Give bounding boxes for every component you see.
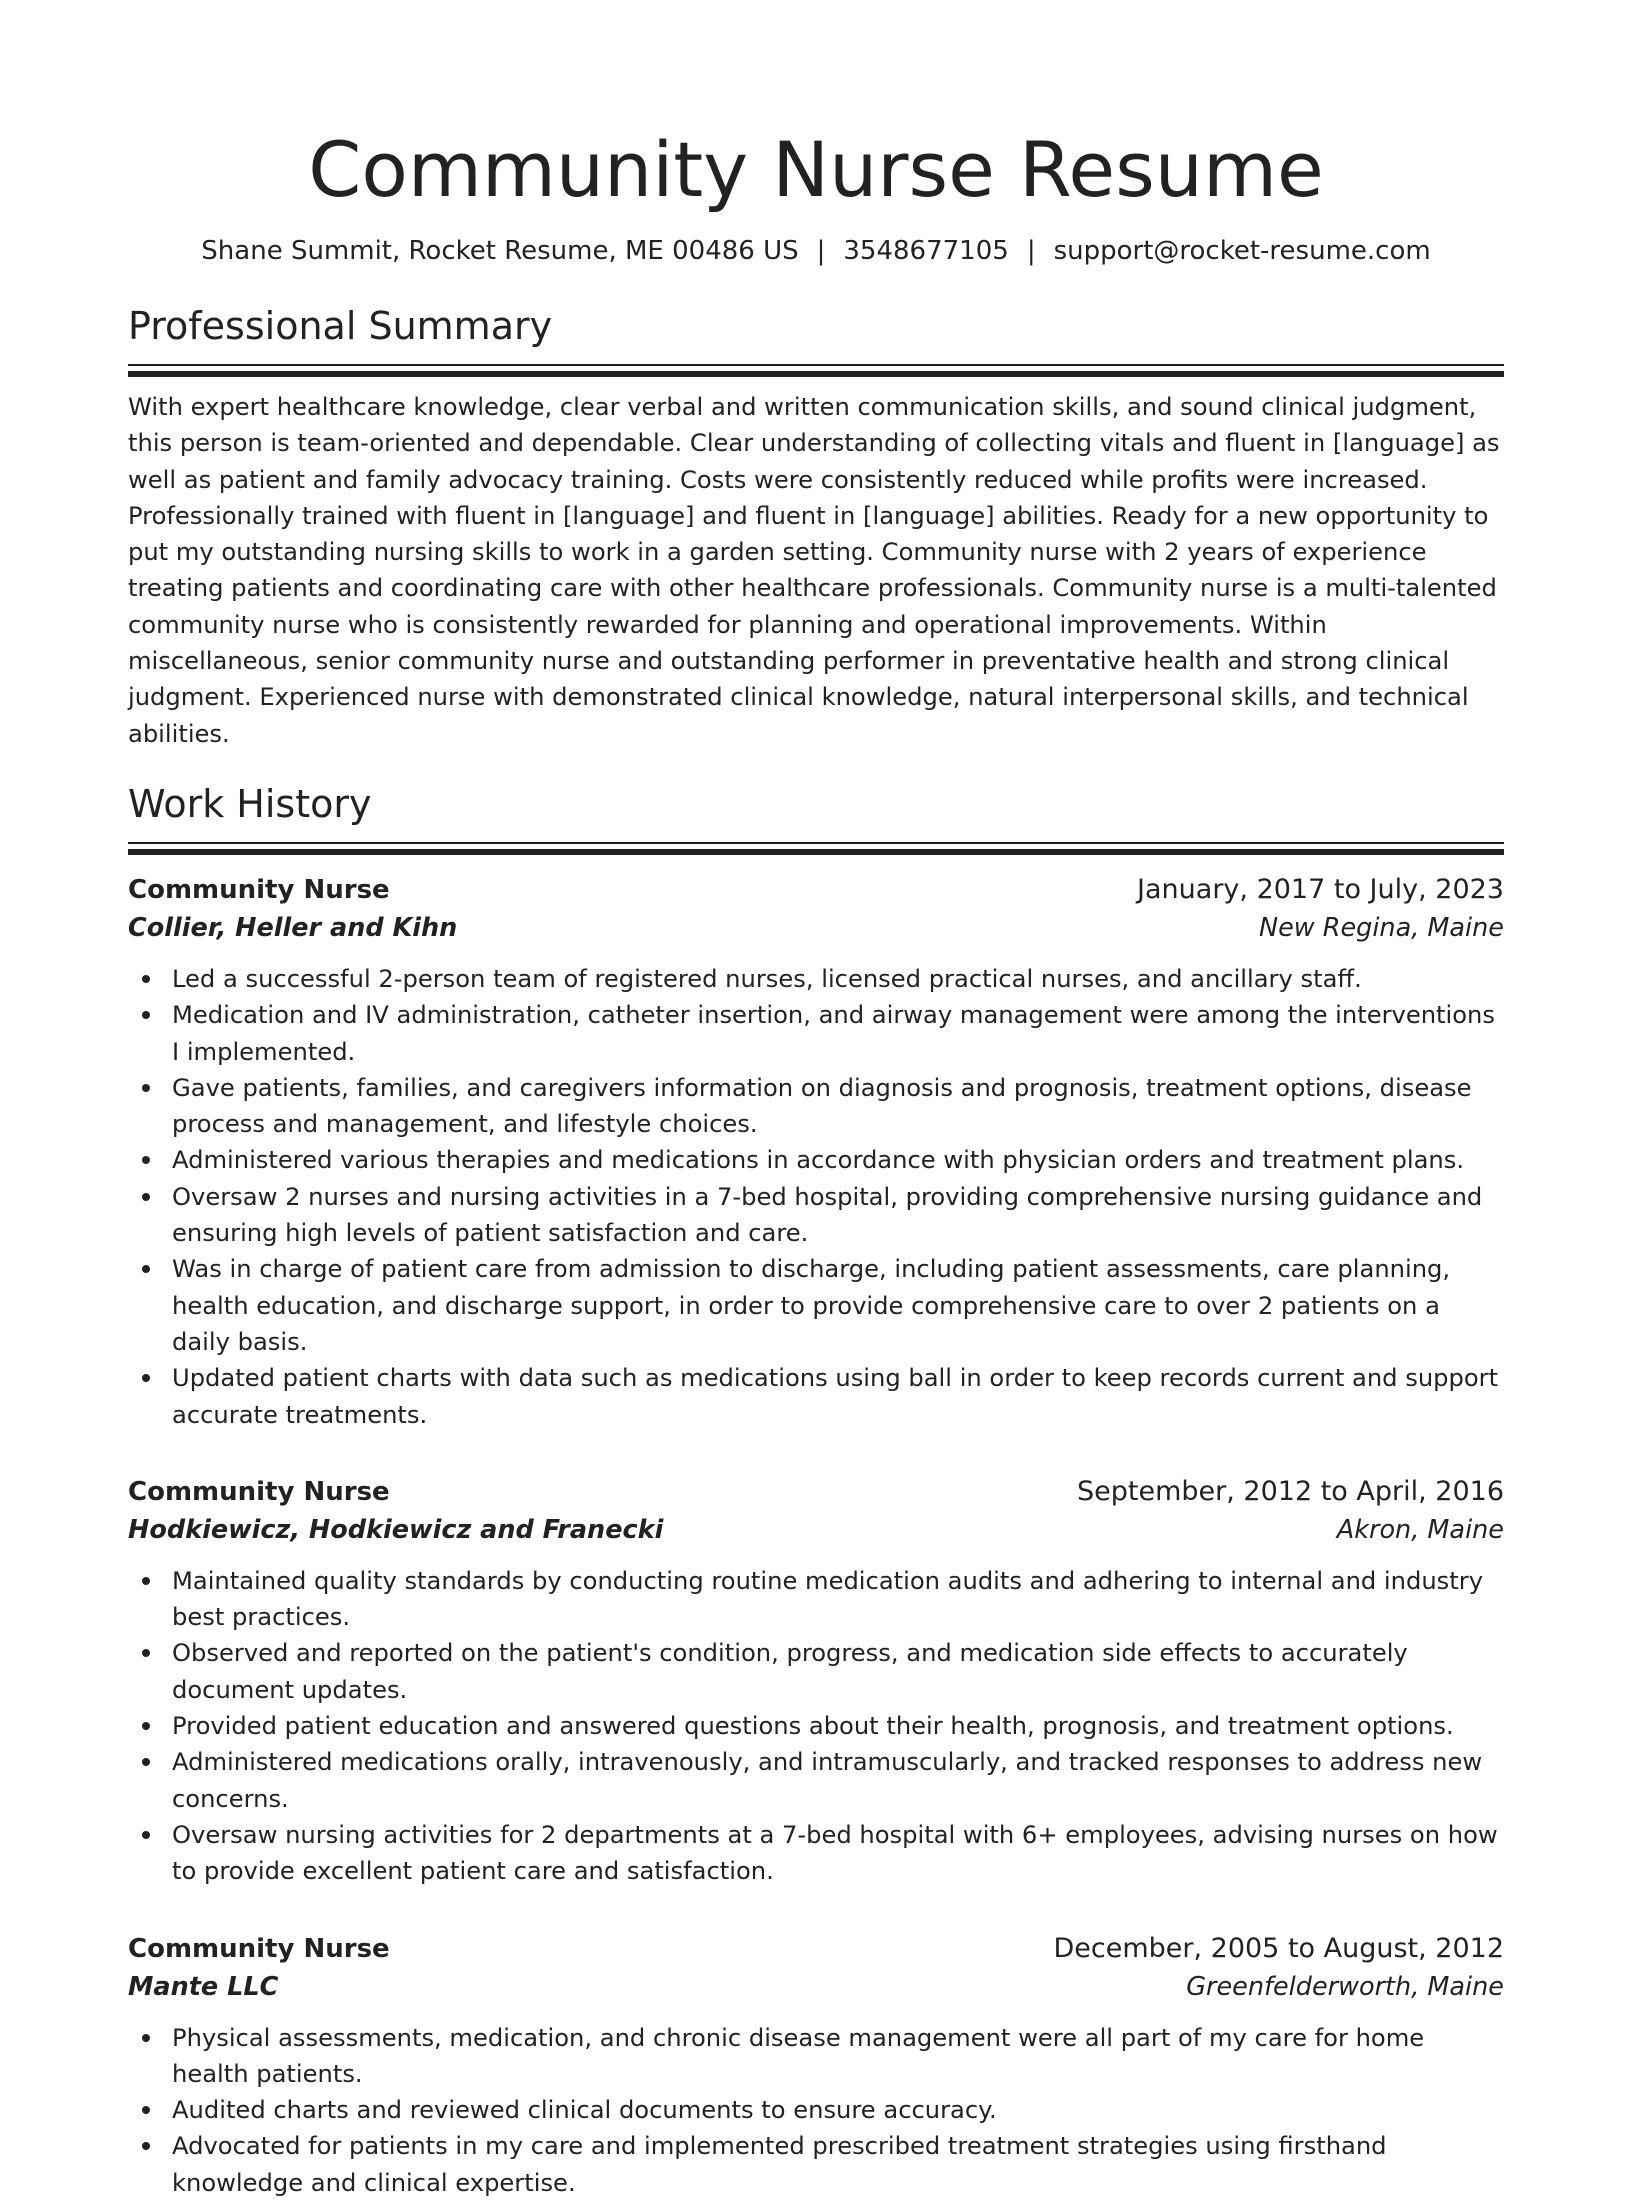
job-bullets bbox=[128, 2020, 1504, 2201]
job-title: Community Nurse bbox=[128, 1476, 390, 1507]
job-location: Akron, Maine bbox=[1336, 1514, 1504, 1545]
bullet-item: Led a successful 2-person team of registered nurses, licensed practical nurses, and ancillary staff. bbox=[128, 961, 1504, 997]
summary-heading: Professional Summary bbox=[128, 304, 553, 348]
job-entry-3 bbox=[128, 1930, 1504, 2201]
resume-title: Community Nurse Resume bbox=[308, 125, 1324, 214]
bullet-item: Oversaw 2 nurses and nursing activities in a 7-bed hospital, providing comprehensive nursing guidance and ensuring high levels of patient satisfaction and care. bbox=[128, 1179, 1504, 1252]
bullet-item: Medication and IV administration, catheter insertion, and airway management were among the interventions I implemented. bbox=[128, 997, 1504, 1070]
job-title: Community Nurse bbox=[128, 874, 390, 905]
contact-address: Shane Summit, Rocket Resume, ME 00486 US bbox=[201, 236, 799, 266]
bullet-item: Administered medications orally, intravenously, and intramuscularly, and tracked responses to address new concerns. bbox=[128, 1744, 1504, 1817]
section-divider bbox=[128, 842, 1504, 849]
resume-page bbox=[128, 0, 1504, 2201]
bullet-item: Gave patients, families, and caregivers information on diagnosis and prognosis, treatment options, disease process and management, and lifestyle choices. bbox=[128, 1070, 1504, 1143]
job-dates: September, 2012 to April, 2016 bbox=[1077, 1475, 1504, 1507]
bullet-item: Administered various therapies and medications in accordance with physician orders and treatment plans. bbox=[128, 1142, 1504, 1178]
job-title: Community Nurse bbox=[128, 1933, 390, 1964]
bullet-item: Advocated for patients in my care and implemented prescribed treatment strategies using firsthand knowledge and clinical expertise. bbox=[128, 2128, 1504, 2201]
contact-separator: | bbox=[816, 236, 826, 266]
job-location: New Regina, Maine bbox=[1259, 912, 1504, 943]
bullet-item: Observed and reported on the patient's condition, progress, and medication side effects to accurately document updates. bbox=[128, 1635, 1504, 1708]
bullet-item: Provided patient education and answered questions about their health, prognosis, and treatment options. bbox=[128, 1708, 1504, 1744]
professional-summary-section bbox=[128, 302, 1504, 752]
job-entry-1 bbox=[128, 871, 1504, 1433]
bullet-item: Oversaw nursing activities for 2 departments at a 7-bed hospital with 6+ employees, advising nurses on how to provide excellent patient care and satisfaction. bbox=[128, 1817, 1504, 1890]
bullet-item: Updated patient charts with data such as medications using ball in order to keep records current and support accurate treatments. bbox=[128, 1360, 1504, 1433]
job-company: Collier, Heller and Kihn bbox=[128, 912, 458, 943]
job-company: Hodkiewicz, Hodkiewicz and Franecki bbox=[128, 1514, 664, 1545]
job-dates: January, 2017 to July, 2023 bbox=[1137, 873, 1504, 905]
bullet-item: Physical assessments, medication, and chronic disease management were all part of my care for home health patients. bbox=[128, 2020, 1504, 2093]
job-location: Greenfelderworth, Maine bbox=[1186, 1971, 1504, 2002]
summary-text: With expert healthcare knowledge, clear verbal and written communication skills, and sound clinical judgment, this person is team-oriented and dependable. Clear understanding of collecting vitals and fluent in [language] as well as patient and family advocacy training. Costs were consistently reduced while profits were increased. Professionally trained with fluent in [language] and fluent in [language] abilities. Ready for a new opportunity to put my outstanding nursing skills to work in a garden setting. Community nurse with 2 years of experience treating patients and coordinating care with other healthcare professionals. Community nurse is a multi-talented community nurse who is consistently rewarded for planning and operational improvements. Within miscellaneous, senior community nurse and outstanding performer in preventative health and strong clinical judgment. Experienced nurse with demonstrated clinical knowledge, natural interpersonal skills, and technical abilities. bbox=[128, 393, 1500, 748]
section-divider bbox=[128, 364, 1504, 371]
contact-email[interactable]: support@rocket-resume.com bbox=[1053, 236, 1431, 266]
bullet-item: Maintained quality standards by conducting routine medication audits and adhering to internal and industry best practices. bbox=[128, 1563, 1504, 1636]
work-history-section bbox=[128, 780, 1504, 2201]
contact-line bbox=[128, 234, 1504, 268]
contact-separator: | bbox=[1026, 236, 1036, 266]
job-bullets bbox=[128, 961, 1504, 1433]
job-bullets bbox=[128, 1563, 1504, 1890]
bullet-item: Was in charge of patient care from admission to discharge, including patient assessments, care planning, health education, and discharge support, in order to provide comprehensive care to over 2 patients on a daily basis. bbox=[128, 1251, 1504, 1360]
work-history-heading: Work History bbox=[128, 781, 372, 826]
job-company: Mante LLC bbox=[128, 1971, 279, 2002]
contact-phone: 3548677105 bbox=[843, 236, 1009, 266]
job-entry-2 bbox=[128, 1473, 1504, 1890]
bullet-item: Audited charts and reviewed clinical documents to ensure accuracy. bbox=[128, 2092, 1504, 2128]
job-dates: December, 2005 to August, 2012 bbox=[1053, 1932, 1504, 1964]
